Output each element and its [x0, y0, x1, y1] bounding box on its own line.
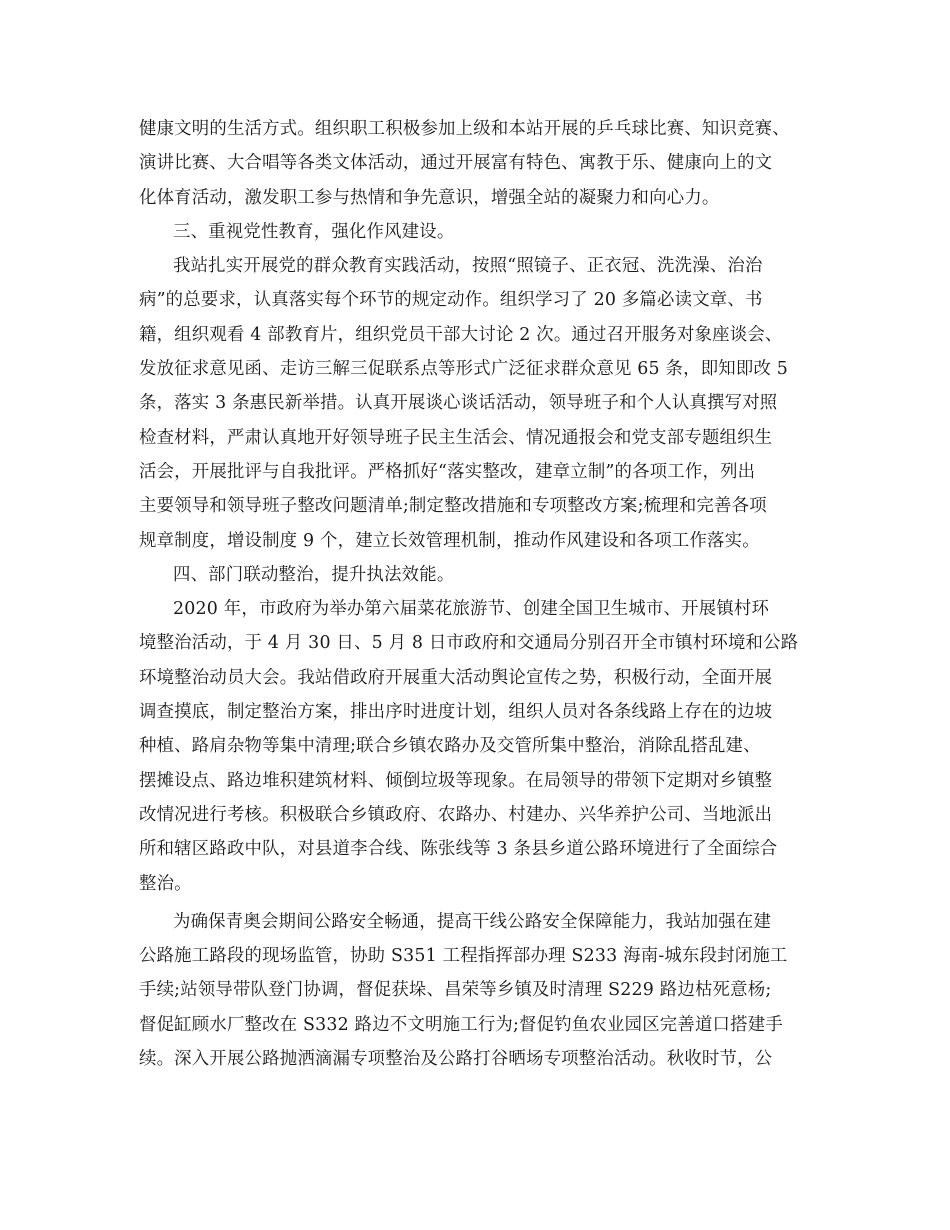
heading-line: 四、部门联动整治，提升执法效能。 [173, 564, 455, 585]
section-heading-joint-enforcement [139, 558, 817, 592]
text-line: 我站扎实开展党的群众教育实践活动，按照“照镜子、正衣冠、洗洗澡、治治 [173, 256, 763, 277]
text-line: 公路施工路段的现场监管，协助 S351 工程指挥部办理 S233 海南-城东段封闭施工 [139, 946, 788, 967]
heading-line: 三、重视党性教育，强化作风建设。 [173, 221, 455, 242]
text-line: 化体育活动，激发职工参与热情和争先意识，增强全站的凝聚力和向心力。 [139, 187, 720, 208]
text-line: 条，落实 3 条惠民新举措。认真开展谈心谈话活动，领导班子和个人认真撰写对照 [139, 393, 778, 414]
document-body [139, 112, 817, 1076]
text-line: 环境整治动员大会。我站借政府开展重大活动舆论宣传之势，积极行动，全面开展 [139, 667, 773, 688]
text-line: 督促缸顾水厂整改在 S332 路边不文明施工行为;督促钓鱼农业园区完善道口搭建手 [139, 1014, 783, 1035]
paragraph-lifestyle-activities [139, 112, 817, 215]
text-line: 2020 年，市政府为举办第六届菜花旅游节、创建全国卫生城市、开展镇村环 [173, 599, 770, 620]
text-line: 病”的总要求，认真落实每个环节的规定动作。组织学习了 20 多篇必读文章、书 [139, 290, 763, 311]
text-line: 境整治活动，于 4 月 30 日、5 月 8 日市政府和交通局分别召开全市镇村环境和公路 [139, 633, 799, 654]
text-line: 活会，开展批评与自我批评。严格抓好“落实整改，建章立制”的各项工作，列出 [139, 461, 756, 482]
text-line: 所和辖区路政中队，对县道李合线、陈张线等 3 条县乡道公路环境进行了全面综合 [139, 839, 778, 860]
text-line: 改情况进行考核。积极联合乡镇政府、农路办、村建办、兴华养护公司、当地派出 [139, 804, 773, 825]
paragraph-road-safety [139, 905, 817, 1076]
text-line: 为确保青奥会期间公路安全畅通，提高干线公路安全保障能力，我站加强在建 [173, 911, 772, 932]
section-heading-party-education [139, 215, 817, 249]
text-line: 摆摊设点、路边堆积建筑材料、倾倒垃圾等现象。在局领导的带领下定期对乡镇整 [139, 770, 773, 791]
text-line: 手续;站领导带队登门协调，督促获垛、昌荣等乡镇及时清理 S229 路边枯死意杨; [139, 980, 772, 1001]
text-line: 种植、路肩杂物等集中清理;联合乡镇农路办及交管所集中整治，消除乱搭乱建、 [139, 736, 761, 757]
text-line: 发放征求意见函、走访三解三促联系点等形式广泛征求群众意见 65 条，即知即改 5 [139, 359, 789, 380]
text-line: 健康文明的生活方式。组织职工积极参加上级和本站开展的乒乓球比赛、知识竞赛、 [139, 119, 790, 139]
paragraph-environment-rectification [139, 592, 817, 901]
text-line: 演讲比赛、大合唱等各类文体活动，通过开展富有特色、寓教于乐、健康向上的文 [139, 153, 773, 174]
text-line: 主要领导和领导班子整改问题清单;制定整改措施和专项整改方案;梳理和完善各项 [139, 496, 767, 517]
text-line: 籍，组织观看 4 部教育片，组织党员干部大讨论 2 次。通过召开服务对象座谈会、 [139, 324, 783, 345]
text-line: 检查材料，严肃认真地开好领导班子民主生活会、情况通报会和党支部专题组织生 [139, 427, 773, 448]
text-line: 续。深入开展公路抛洒滴漏专项整治及公路打谷晒场专项整治活动。秋收时节，公 [139, 1049, 773, 1070]
text-line: 规章制度，增设制度 9 个，建立长效管理机制，推动作风建设和各项工作落实。 [139, 530, 760, 551]
text-line: 整治。 [139, 873, 192, 894]
text-line: 调查摸底，制定整治方案，排出序时进度计划，组织人员对各条线路上存在的边坡 [139, 702, 773, 723]
paragraph-party-education [139, 249, 817, 558]
